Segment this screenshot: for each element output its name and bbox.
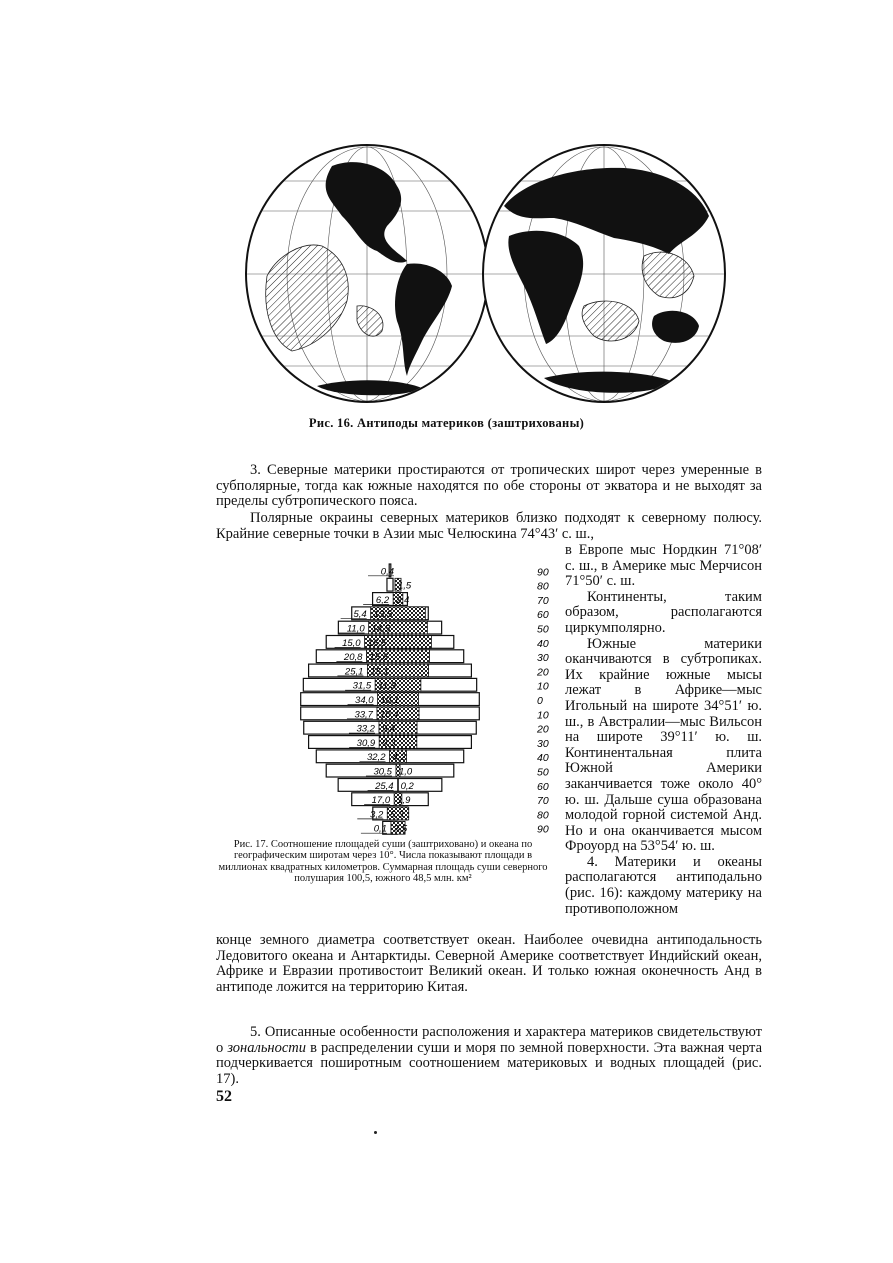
stray-dot <box>374 1131 377 1134</box>
latitude-tick-label: 20 <box>537 666 549 679</box>
land-value-label: 16,5 <box>367 637 387 649</box>
latitude-tick-label: 30 <box>537 737 549 750</box>
ocean-value-label: 15,0 <box>342 637 361 649</box>
ocean-value-label: 3,2 <box>370 809 384 821</box>
globe-western-hemisphere <box>245 144 489 403</box>
land-value-label: 5,3 <box>390 809 404 821</box>
latitude-tick-label: 30 <box>537 652 549 665</box>
right-column-antipodal-start: 4. Материки и океаны располагаются антиподально (рис. 16): каждому материку на противоположном <box>565 853 762 917</box>
paragraph-3-text: 3. Северные материки простираются от тропических широт через умеренные в субполярные, тогда как южные находятся по обе стороны от экватора и не выходят за пределы субтропического пояса. <box>216 462 762 510</box>
ocean-value-label: 25,4 <box>375 780 394 792</box>
ocean-value-label: 31,5 <box>352 680 372 692</box>
zonality-emphasis: зональности <box>227 1039 307 1056</box>
latitude-tick-label: 90 <box>537 566 549 579</box>
land-bar <box>398 779 399 792</box>
land-value-label: 15,6 <box>369 652 388 664</box>
ocean-value-label: 30,5 <box>373 766 392 778</box>
right-column-capes: в Европе мыс Нордкин 71°08′ с. ш., в Америке мыс Мерчисон 71°50′ с. ш. <box>565 542 762 590</box>
ocean-value-label: 0,4 <box>380 566 394 578</box>
land-value-label: 1,9 <box>397 795 411 807</box>
ocean-value-label: 6,2 <box>375 594 390 606</box>
latitude-tick-label: 10 <box>537 709 549 722</box>
land-value-label: 4,2 <box>392 752 406 764</box>
paragraph-antipodal-rest-text: конце земного диаметра соответствует океан. Наиболее очевидна антиподальность Ледовитого океана и Антарктиды. Северной Америке соответствует Индийский океан, Африке и Евразии противостоит Великий океан. И только южная оконечность Анд в антиподе ложится на территорию Китая. <box>216 932 762 995</box>
latitude-tick-label: 40 <box>537 637 549 650</box>
land-value-label: 0,2 <box>400 780 414 792</box>
right-column <box>565 543 762 917</box>
zonality-text-b: в распределении суши и моря по земной поверхности. Эта важная черта подчеркивается поширотным соотношением материковых и водных площадей (рис. 17). <box>216 1039 763 1087</box>
land-value-label: 2,4 <box>396 594 410 606</box>
figure-17-chart <box>215 560 575 835</box>
paragraph-3 <box>216 463 762 510</box>
eastern-hemisphere-map <box>484 146 724 401</box>
latitude-tick-label: 10 <box>537 680 549 693</box>
latitude-tick-label: 90 <box>537 823 549 835</box>
western-hemisphere-map <box>247 146 487 401</box>
ocean-value-label: 5,4 <box>353 609 367 621</box>
ocean-value-label: 25,1 <box>344 666 364 678</box>
paragraph-polar-text: Полярные окраины северных материков близко подходят к северному полюсу. Крайние северные точки в Азии мыс Челюскина 74°43′ с. ш., <box>216 510 762 542</box>
latitude-tick-label: 80 <box>537 580 549 593</box>
land-value-label: 9,3 <box>382 737 396 749</box>
ocean-value-label: 20,8 <box>343 652 363 664</box>
land-value-label: 3,5 <box>393 823 408 835</box>
right-column-circumpolar: Континенты, таким образом, располагаются циркумполярно. <box>565 588 762 636</box>
figure-16-caption: Рис. 16. Антиподы материков (заштрихованы) <box>308 416 585 430</box>
right-column-southern: Южные материки оканчиваются в субтропиках. Их крайние южные мысы лежат в Африке—мыс Игольный на широте 34°51′ ю. ш., в Австралии—мыс Вильсон на широте 39°11′ ю. ш. Континентальная плита Южной Америки заканчивается тоже около 40° ю. ш. Дальше суша образована молодой горной системой Анд. Но и она оканчивается мысом Фроуорд на 53°54′ ю. ш. <box>565 635 762 855</box>
ocean-value-label: 30,9 <box>356 737 376 749</box>
ocean-value-label: 33,7 <box>354 709 373 721</box>
land-value-label: 11,3 <box>378 680 396 692</box>
latitude-tick-label: 20 <box>537 723 549 736</box>
latitude-tick-label: 40 <box>537 752 549 765</box>
latitude-tick-label: 50 <box>537 766 549 779</box>
paragraph-antipodal-rest <box>216 933 762 995</box>
globe-eastern-hemisphere <box>482 144 726 403</box>
land-value-label: 9,4 <box>381 723 396 735</box>
latitude-tick-label: 50 <box>537 623 549 636</box>
ocean-value-label: 33,2 <box>356 723 375 735</box>
latitude-tick-label: 70 <box>537 594 549 607</box>
latitude-tick-label: 70 <box>537 795 549 808</box>
land-value-label: 1,0 <box>398 766 413 778</box>
paragraph-zonality <box>216 1025 762 1087</box>
ocean-bar <box>387 578 393 591</box>
ocean-value-label: 0,1 <box>373 823 387 835</box>
zonality-text-a: 5. Описанные особенности расположения и характера материков свидетельствуют о <box>216 1024 762 1056</box>
latitude-tick-label: 0 <box>537 695 543 707</box>
land-value-label: 10,4 <box>379 709 399 721</box>
land-value-label: 15,1 <box>370 666 389 678</box>
ocean-value-label: 32,2 <box>366 752 386 764</box>
ocean-value-label: 17,0 <box>371 795 391 807</box>
latitude-tick-label: 60 <box>537 780 549 793</box>
paragraph-zonality-text <box>216 1025 762 1087</box>
ocean-value-label: 34,0 <box>355 695 374 706</box>
land-value-label: 10,1 <box>380 695 400 706</box>
figure-17-caption: Рис. 17. Соотношение площадей суши (заштриховано) и океана по географическим широтам через 10°. Числа показывают площади в миллионах квадратных километров. Суммарная площадь суши северного полушария 100,5, южного 48,5 млн. км² <box>218 839 548 885</box>
page-number: 52 <box>216 1088 232 1105</box>
latitude-tick-label: 60 <box>537 609 549 622</box>
paragraph-polar <box>216 511 762 542</box>
latitude-tick-label: 80 <box>537 809 549 822</box>
land-value-label: 13,5 <box>373 609 393 621</box>
land-value-label: 14,5 <box>371 623 391 635</box>
ocean-value-label: 11,0 <box>346 623 365 635</box>
land-value-label: 1,5 <box>397 580 412 592</box>
land-ocean-latitude-chart <box>215 560 575 835</box>
